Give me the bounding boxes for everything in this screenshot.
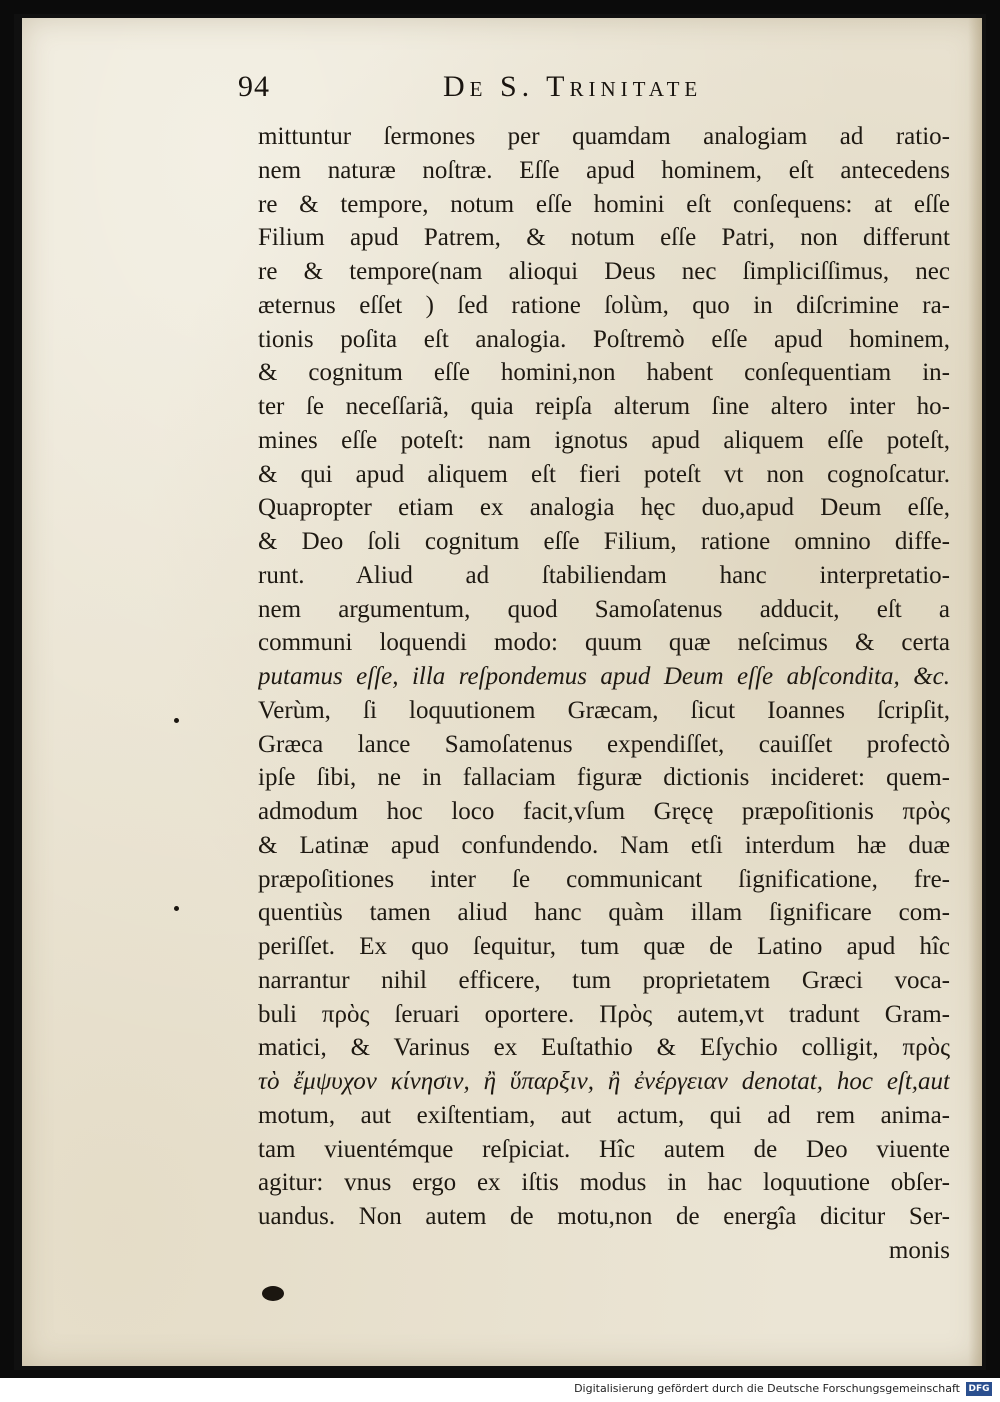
text-line: periſſet. Ex quo ſequitur, tum quæ de Latino apud hîc (258, 933, 950, 960)
text-line: Græca lance Samoſatenus expendiſſet, cauiſſet profectò (258, 730, 950, 758)
text-line: ipſe ſibi, ne in fallaciam figuræ dictionis incideret: quem- (258, 764, 950, 792)
text-line: tam viuentémque reſpiciat. Hîc autem de Deo viuente (258, 1135, 950, 1163)
text-line: nem argumentum, quod Samoſatenus adducit, eſt a (258, 595, 950, 623)
text-line: narrantur nihil efficere, tum proprietatem Græci voca- (258, 966, 950, 994)
text-line: admodum hoc loco facit,vſum Gręcę præpoſitionis πρὸς (258, 798, 950, 825)
text-line: Quapropter etiam ex analogia hęc duo,apud Deum eſſe, (258, 494, 950, 522)
text-line: quentiùs tamen aliud hanc quàm illam ſignificare com- (258, 899, 950, 927)
text-line: præpoſitiones inter ſe communicant ſignificatione, fre- (258, 865, 950, 893)
text-line: re & tempore, notum eſſe homini eſt conſequens: at eſſe (258, 190, 950, 218)
text-line: Verùm, ſi loquutionem Græcam, ſicut Ioannes ſcripſit, (258, 696, 950, 724)
text-line: & cognitum eſſe homini,non habent conſequentiam in- (258, 359, 950, 387)
text-line: & Latinæ apud confundendo. Nam etſi interdum hæ duæ (258, 831, 950, 859)
page-number: 94 (238, 70, 270, 103)
footer-bar (0, 1378, 1000, 1402)
text-line: & Deo ſoli cognitum eſſe Filium, ratione omnino diffe- (258, 528, 950, 555)
running-head (238, 66, 798, 110)
footer-credit: Digitalisierung gefördert durch die Deutsche Forschungsgemeinschaft (574, 1382, 960, 1395)
text-line: æternus eſſet ) ſed ratione ſolùm, quo in diſcrimine ra- (258, 291, 950, 319)
body-text (258, 120, 950, 1268)
text-line: communi loquendi modo: quum quæ neſcimus & certa (258, 629, 950, 657)
text-line: runt. Aliud ad ſtabiliendam hanc interpretatio- (258, 561, 950, 589)
text-line: mines eſſe poteſt: nam ignotus apud aliquem eſſe poteſt, (258, 426, 950, 454)
text-line-italic: putamus eſſe, illa reſpondemus apud Deum eſſe abſcondita, &c. (258, 663, 950, 690)
text-line: mittuntur ſermones per quamdam analogiam ad ratio- (258, 123, 950, 150)
page-edge-shadow (968, 18, 982, 1366)
ink-bleed-mark (174, 718, 179, 723)
text-line: ter ſe neceſſariã, quia reipſa alterum ſine altero inter ho- (258, 393, 950, 420)
catchword: monis (888, 1236, 950, 1264)
text-line: re & tempore(nam alioqui Deus nec ſimpliciſſimus, nec (258, 258, 950, 285)
ink-bleed-mark (174, 906, 179, 911)
text-line: motum, aut exiſtentiam, aut actum, qui ad rem anima- (258, 1101, 950, 1129)
running-title: De S. Trinitate (443, 70, 703, 103)
dfg-logo: DFG (966, 1382, 992, 1396)
text-line: buli πρὸς ſeruari oportere. Πρὸς autem,vt tradunt Gram- (258, 1000, 950, 1028)
text-line: nem naturæ noſtræ. Eſſe apud hominem, eſt antecedens (258, 156, 950, 184)
text-line: tionis poſita eſt analogia. Poſtremò eſſe apud hominem, (258, 325, 950, 353)
text-line: uandus. Non autem de motu,non de energîa dicitur Ser- (258, 1203, 950, 1230)
text-line-greek: τὸ ἔμψυχον κίνησιν, ἢ ὕπαρξιν, ἢ ἐνέργειαν denotat, hoc eſt,aut (258, 1068, 950, 1095)
text-line: Filium apud Patrem, & notum eſſe Patri, non differunt (258, 224, 950, 252)
text-line: & qui apud aliquem eſt fieri poteſt vt non cognoſcatur. (258, 460, 950, 488)
text-line: matici, & Varinus ex Euſtathio & Eſychio colligit, πρὸς (258, 1034, 950, 1062)
ink-bleed-mark (262, 1286, 284, 1301)
text-line: agitur: vnus ergo ex iſtis modus in hac loquutione obſer- (258, 1169, 950, 1197)
